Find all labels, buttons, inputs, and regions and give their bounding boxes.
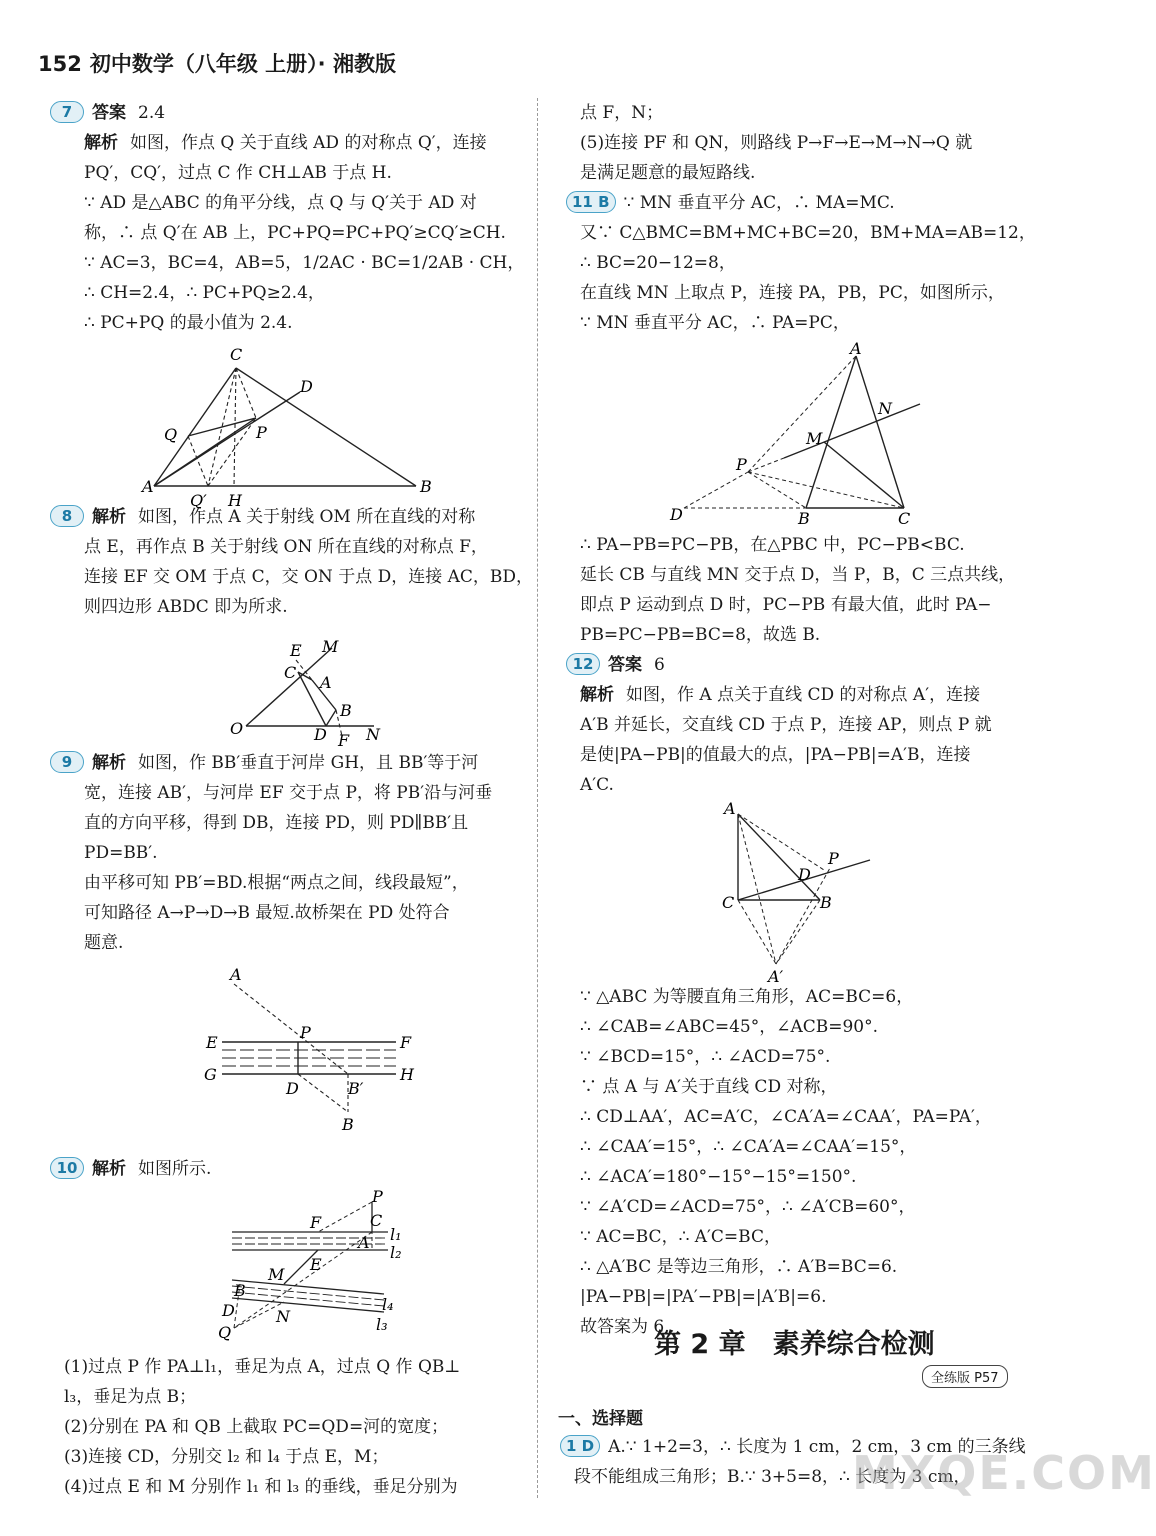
figure-q7 bbox=[50, 342, 528, 510]
text-line: 可知路径 A→P→D→B 最短.故桥架在 PD 处符合 bbox=[84, 903, 450, 923]
book-title: 初中数学（八年级 上册）· 湘教版 bbox=[89, 52, 396, 76]
label-B-prime: B′ bbox=[348, 1079, 364, 1098]
text-line: 由平移可知 PB′=BD.根据“两点之间，线段最短”， bbox=[84, 873, 469, 893]
question-number-badge: 10 bbox=[50, 1157, 84, 1179]
question-10 bbox=[50, 1154, 528, 1502]
text-line: 如图所示. bbox=[138, 1159, 212, 1179]
text-line: ∴ BC=20−12=8， bbox=[580, 253, 736, 273]
text-line: ∴ PC+PQ 的最小值为 2.4. bbox=[84, 313, 293, 333]
text-line: PD=BB′. bbox=[84, 843, 158, 863]
text-line: ∵ △ABC 为等腰直角三角形，AC=BC=6， bbox=[580, 987, 914, 1007]
chapter-title: 第 2 章 素养综合检测 bbox=[654, 1329, 935, 1360]
text-line: 如图，作点 A 关于射线 OM 所在直线的对称 bbox=[138, 507, 476, 527]
text-line: 题意. bbox=[84, 933, 124, 953]
text-line: 是满足题意的最短路线. bbox=[580, 163, 756, 183]
text-line: ∴ ∠CAA′=15°，∴ ∠CA′A=∠CAA′=15°， bbox=[580, 1137, 917, 1157]
chapter-reference-badge: 全练版 P57 bbox=[922, 1365, 1008, 1388]
text-line: 点 E，再作点 B 关于射线 ON 所在直线的对称点 F， bbox=[84, 537, 488, 557]
question-number-badge: 11 B bbox=[566, 191, 616, 213]
question-7 bbox=[50, 98, 528, 510]
text-line: ∵ AD 是△ABC 的角平分线，点 Q 与 Q′关于 AD 对 bbox=[84, 193, 477, 213]
text-line: 如图，作 BB′垂直于河岸 GH，且 BB′等于河 bbox=[138, 753, 479, 773]
label-E: E bbox=[290, 641, 302, 660]
label-C: C bbox=[898, 509, 911, 528]
text-line: ∴ ∠ACA′=180°−15°−15°=150°. bbox=[580, 1167, 857, 1187]
text-line: ∵ 点 A 与 A′关于直线 CD 对称， bbox=[580, 1077, 838, 1097]
label-E: E bbox=[310, 1255, 322, 1274]
label-l1: l₁ bbox=[390, 1225, 402, 1244]
text-line: A′B 并延长，交直线 CD 于点 P，连接 AP，则点 P 就 bbox=[580, 715, 992, 735]
label-Q-prime: Q′ bbox=[190, 491, 207, 510]
page-header bbox=[38, 48, 396, 78]
label-P: P bbox=[828, 849, 839, 868]
text-line: ∵ AC=BC，∴ A′C=BC， bbox=[580, 1227, 781, 1247]
text-line: PQ′，CQ′，过点 C 作 CH⊥AB 于点 H. bbox=[84, 163, 392, 183]
right-column bbox=[566, 98, 1036, 1342]
label-H: H bbox=[228, 491, 242, 510]
text-line: 点 F，N； bbox=[580, 103, 664, 123]
text-line: (5)连接 PF 和 QN，则路线 P→F→E→M→N→Q 就 bbox=[580, 133, 973, 153]
analysis-label: 解析 bbox=[92, 1159, 126, 1179]
text-line: |PA−PB|=|PA′−PB|=|A′B|=6. bbox=[580, 1287, 827, 1307]
text-line: (2)分别在 PA 和 QB 上截取 PC=QD=河的宽度； bbox=[64, 1417, 449, 1437]
label-P: P bbox=[736, 455, 747, 474]
analysis-label: 解析 bbox=[92, 507, 126, 527]
label-B: B bbox=[820, 893, 832, 912]
label-P: P bbox=[256, 423, 267, 442]
text-line: 如图，作点 Q 关于直线 AD 的对称点 Q′，连接 bbox=[130, 133, 487, 153]
figure-q11 bbox=[566, 339, 1022, 528]
section-title: 一、选择题 bbox=[558, 1409, 643, 1429]
label-F: F bbox=[400, 1033, 412, 1052]
answer-value: 6 bbox=[654, 655, 665, 675]
label-O: O bbox=[230, 719, 244, 738]
question-number-badge: 12 bbox=[566, 653, 600, 675]
label-P: P bbox=[372, 1187, 383, 1206]
page-number: 152 bbox=[38, 52, 82, 76]
label-F: F bbox=[310, 1213, 322, 1232]
label-Q: Q bbox=[218, 1323, 232, 1342]
label-C: C bbox=[284, 663, 297, 682]
question-number-badge: 9 bbox=[50, 751, 84, 773]
label-C: C bbox=[370, 1211, 383, 1230]
figure-q9 bbox=[50, 962, 528, 1150]
text-line: 如图，作 A 点关于直线 CD 的对称点 A′，连接 bbox=[626, 685, 981, 705]
text-line: ∴ ∠CAB=∠ABC=45°，∠ACB=90°. bbox=[580, 1017, 878, 1037]
text-line: ∴ PA−PB=PC−PB，在△PBC 中，PC−PB<BC. bbox=[580, 535, 965, 555]
left-column bbox=[50, 98, 534, 1502]
text-line: 称，∴ 点 Q′在 AB 上，PC+PQ=PC+PQ′≥CQ′≥CH. bbox=[84, 223, 506, 243]
label-A: A bbox=[142, 477, 154, 496]
label-P: P bbox=[300, 1023, 311, 1042]
figure-q12 bbox=[566, 799, 1022, 986]
analysis-label: 解析 bbox=[92, 753, 126, 773]
text-line: 是使|PA−PB|的值最大的点，|PA−PB|=A′B，连接 bbox=[580, 745, 971, 765]
label-D: D bbox=[300, 377, 313, 396]
label-B: B bbox=[798, 509, 810, 528]
label-G: G bbox=[204, 1065, 217, 1084]
label-l4: l₄ bbox=[382, 1295, 394, 1314]
text-line: 故答案为 6. bbox=[580, 1317, 670, 1337]
label-A: A bbox=[230, 965, 242, 984]
question-9 bbox=[50, 748, 528, 1150]
text-line: 宽，连接 AB′，与河岸 EF 交于点 P，将 PB′沿与河垂 bbox=[84, 783, 493, 803]
label-B: B bbox=[340, 701, 352, 720]
label-D: D bbox=[286, 1079, 299, 1098]
question-number-badge: 7 bbox=[50, 101, 84, 123]
label-A: A bbox=[320, 673, 332, 692]
label-C: C bbox=[722, 893, 735, 912]
text-line: A′C. bbox=[580, 775, 614, 795]
label-M: M bbox=[268, 1265, 285, 1284]
label-E: E bbox=[206, 1033, 218, 1052]
text-line: (1)过点 P 作 PA⊥l₁，垂足为点 A，过点 Q 作 QB⊥ bbox=[64, 1357, 461, 1377]
text-line: (4)过点 E 和 M 分别作 l₁ 和 l₃ 的垂线，垂足分别为 bbox=[64, 1477, 458, 1497]
text-line: 即点 P 运动到点 D 时，PC−PB 有最大值，此时 PA− bbox=[580, 595, 992, 615]
text-line: 在直线 MN 上取点 P，连接 PA，PB，PC，如图所示， bbox=[580, 283, 1005, 303]
label-C: C bbox=[230, 345, 243, 364]
label-N: N bbox=[276, 1307, 290, 1326]
label-N: N bbox=[366, 725, 380, 744]
label-N: N bbox=[878, 399, 892, 418]
label-l3: l₃ bbox=[376, 1315, 388, 1334]
text-line: ∵ AC=3，BC=4，AB=5，1/2AC · BC=1/2AB · CH， bbox=[84, 253, 525, 273]
text-line: ∴ CH=2.4，∴ PC+PQ≥2.4， bbox=[84, 283, 325, 303]
text-line: ∵ ∠BCD=15°，∴ ∠ACD=75°. bbox=[580, 1047, 831, 1067]
label-A: A bbox=[850, 339, 862, 358]
label-D: D bbox=[222, 1301, 235, 1320]
label-D: D bbox=[670, 505, 683, 524]
label-B: B bbox=[342, 1115, 354, 1134]
answer-label: 答案 bbox=[608, 655, 642, 675]
label-B: B bbox=[420, 477, 432, 496]
label-B: B bbox=[234, 1281, 246, 1300]
text-line: 延长 CB 与直线 MN 交于点 D，当 P，B，C 三点共线， bbox=[580, 565, 1016, 585]
label-F: F bbox=[338, 731, 350, 750]
text-line: 又∵ C△BMC=BM+MC+BC=20，BM+MA=AB=12， bbox=[580, 223, 1036, 243]
text-line: A.∵ 1+2=3，∴ 长度为 1 cm，2 cm，3 cm 的三条线 bbox=[608, 1437, 1026, 1457]
text-line: l₃，垂足为点 B； bbox=[64, 1387, 197, 1407]
label-Q: Q bbox=[164, 425, 178, 444]
label-D: D bbox=[314, 725, 327, 744]
question-number-badge: 1 D bbox=[560, 1435, 600, 1457]
column-divider bbox=[537, 98, 538, 1498]
label-M: M bbox=[322, 637, 339, 656]
text-line: PB=PC−PB=BC=8，故选 B. bbox=[580, 625, 821, 645]
text-line: ∵ MN 垂直平分 AC，∴ PA=PC， bbox=[580, 313, 850, 333]
text-line: 段不能组成三角形；B.∵ 3+5=8，∴ 长度为 3 cm， bbox=[574, 1467, 971, 1487]
label-l2: l₂ bbox=[390, 1243, 402, 1262]
text-line: 直的方向平移，得到 DB，连接 PD，则 PD∥BB′且 bbox=[84, 813, 469, 833]
text-line: ∵ MN 垂直平分 AC，∴ MA=MC. bbox=[623, 193, 895, 213]
label-A: A bbox=[358, 1233, 370, 1252]
answer-label: 答案 bbox=[92, 103, 126, 123]
label-M: M bbox=[806, 429, 823, 448]
text-line: 连接 EF 交 OM 于点 C，交 ON 于点 D，连接 AC，BD， bbox=[84, 567, 534, 587]
label-A-prime: A′ bbox=[768, 967, 784, 986]
text-line: ∴ △A′BC 是等边三角形，∴ A′B=BC=6. bbox=[580, 1257, 898, 1277]
figure-q8 bbox=[50, 626, 528, 750]
analysis-label: 解析 bbox=[84, 133, 118, 153]
label-A: A bbox=[724, 799, 736, 818]
question-12 bbox=[566, 650, 1022, 1342]
figure-q10 bbox=[50, 1188, 528, 1348]
label-H: H bbox=[400, 1065, 414, 1084]
text-line: ∴ CD⊥AA′，AC=A′C，∠CA′A=∠CAA′，PA=PA′， bbox=[580, 1107, 992, 1127]
question-number-badge: 8 bbox=[50, 505, 84, 527]
analysis-label: 解析 bbox=[580, 685, 614, 705]
watermark-logo: MXQE.COM bbox=[852, 1446, 1156, 1500]
text-line: ∵ ∠A′CD=∠ACD=75°，∴ ∠A′CB=60°， bbox=[580, 1197, 916, 1217]
answer-value: 2.4 bbox=[138, 103, 166, 123]
question-11 bbox=[566, 188, 1036, 650]
question-8 bbox=[50, 502, 534, 750]
text-line: 则四边形 ABDC 即为所求. bbox=[84, 597, 288, 617]
label-D: D bbox=[798, 865, 811, 884]
text-line: (3)连接 CD，分别交 l₂ 和 l₄ 于点 E，M； bbox=[64, 1447, 389, 1467]
